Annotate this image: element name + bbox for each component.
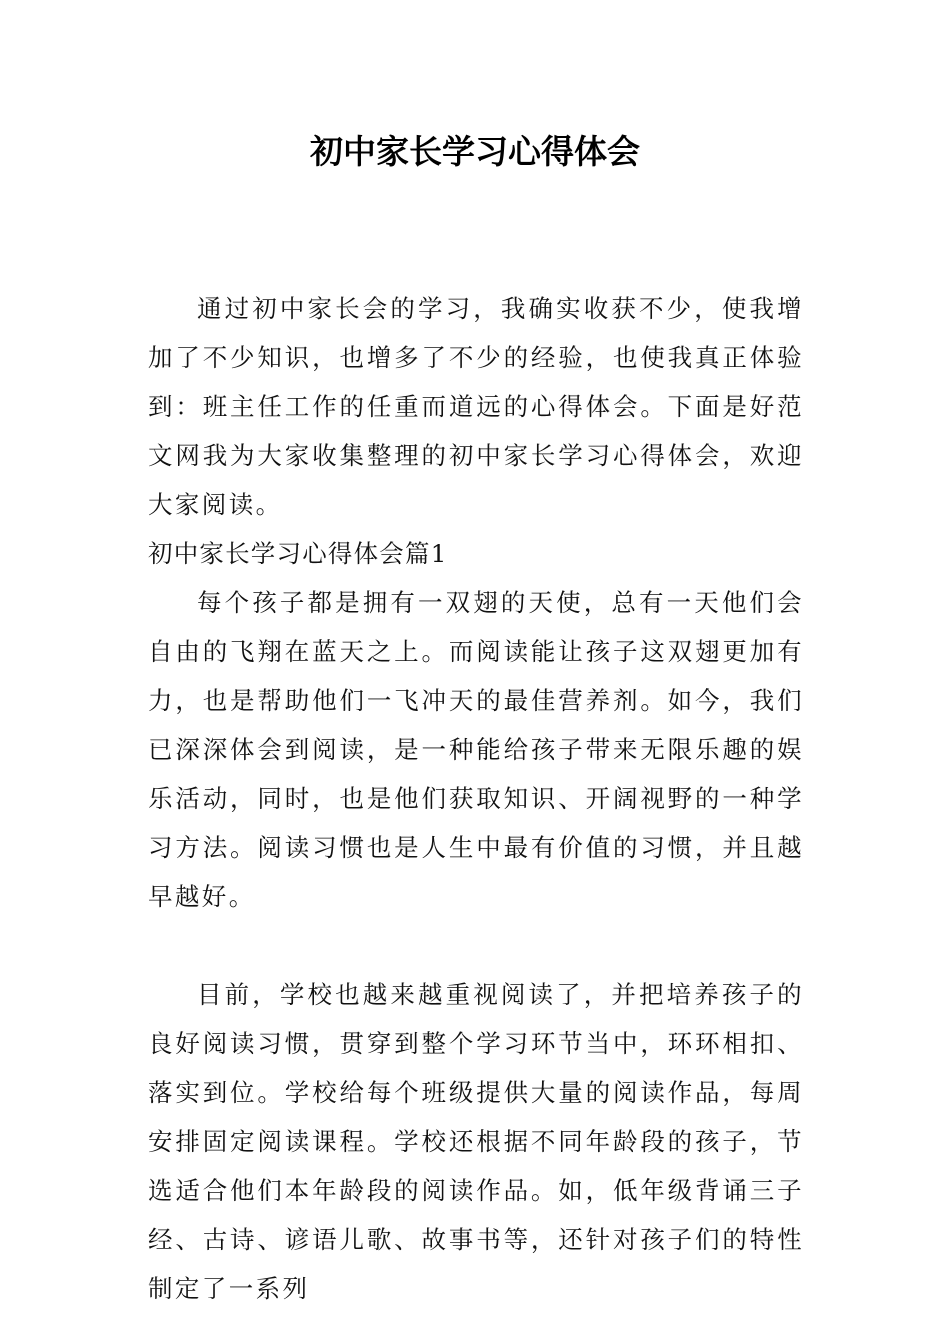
body-paragraph-2: 目前，学校也越来越重视阅读了，并把培养孩子的良好阅读习惯，贯穿到整个学习环节当中，环环相扣、落实到位。学校给每个班级提供大量的阅读作品，每周安排固定阅读课程。学校还根据不同年龄段的孩子，节选适合他们本年龄段的阅读作品。如，低年级背诵三子经、古诗、谚语儿歌、故事书等，还针对孩子们的特性制定了一系列 [148, 980, 804, 1303]
document-title: 初中家长学习心得体会 [310, 132, 640, 171]
section-heading: 初中家长学习心得体会篇1 [148, 539, 448, 568]
body-paragraph-1: 每个孩子都是拥有一双翅的天使，总有一天他们会自由的飞翔在蓝天之上。而阅读能让孩子这双翅更加有力，也是帮助他们一飞冲天的最佳营养剂。如今，我们已深深体会到阅读，是一种能给孩子带来无限乐趣的娱乐活动，同时，也是他们获取知识、开阔视野的一种学习方法。阅读习惯也是人生中最有价值的习惯，并且越早越好。 [148, 588, 804, 911]
paragraph-spacer [148, 921, 804, 970]
intro-paragraph: 通过初中家长会的学习，我确实收获不少，使我增加了不少知识，也增多了不少的经验，也使我真正体验到：班主任工作的任重而道远的心得体会。下面是好范文网我为大家收集整理的初中家长学习心得体会，欢迎大家阅读。 [148, 294, 804, 519]
document-body [148, 284, 804, 1313]
